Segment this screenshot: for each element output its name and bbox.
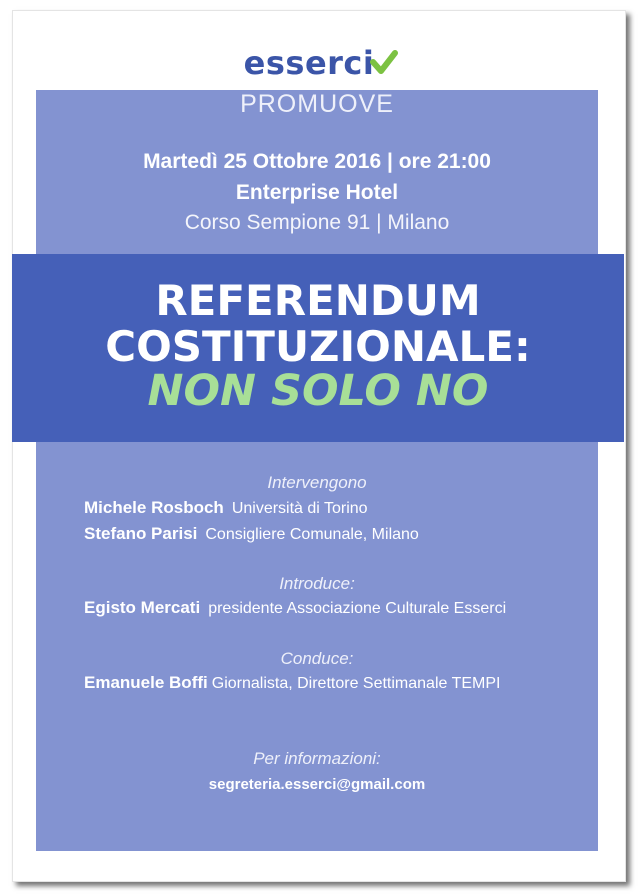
introduce-heading: Introduce: <box>279 574 355 593</box>
moderator-name: Emanuele Boffi <box>84 673 208 692</box>
checkmark-icon <box>370 46 398 84</box>
contact-email[interactable]: segreteria.esserci@gmail.com <box>208 776 426 793</box>
event-venue: Enterprise Hotel <box>235 181 399 204</box>
moderator-row <box>84 673 500 693</box>
moderator-role: Giornalista, Direttore Settimanale TEMPI <box>211 675 501 692</box>
introducer-name: Egisto Mercati <box>84 598 201 617</box>
logo-text: esserci <box>243 44 375 82</box>
promuove-label: PROMUOVE <box>240 90 394 118</box>
info-heading: Per informazioni: <box>253 749 381 768</box>
speakers-heading: Intervengono <box>267 473 367 492</box>
title-line-1: REFERENDUM <box>155 276 481 325</box>
event-date-time: Martedì 25 Ottobre 2016 | ore 21:00 <box>143 150 491 173</box>
introducer-row <box>84 598 506 618</box>
event-address: Corso Sempione 91 | Milano <box>184 211 450 234</box>
speaker-role: Consigliere Comunale, Milano <box>205 526 419 543</box>
title-line-3: NON SOLO NO <box>147 366 489 416</box>
esserci-logo <box>0 44 642 84</box>
speaker-role: Università di Torino <box>231 500 368 517</box>
speaker-row <box>84 498 368 518</box>
introducer-role: presidente Associazione Culturale Esserci <box>208 600 507 617</box>
speaker-name: Michele Rosboch <box>84 498 224 517</box>
speaker-name: Stefano Parisi <box>84 524 198 543</box>
conduce-heading: Conduce: <box>280 649 354 668</box>
title-line-2: COSTITUZIONALE: <box>105 322 531 371</box>
speaker-row <box>84 524 419 544</box>
